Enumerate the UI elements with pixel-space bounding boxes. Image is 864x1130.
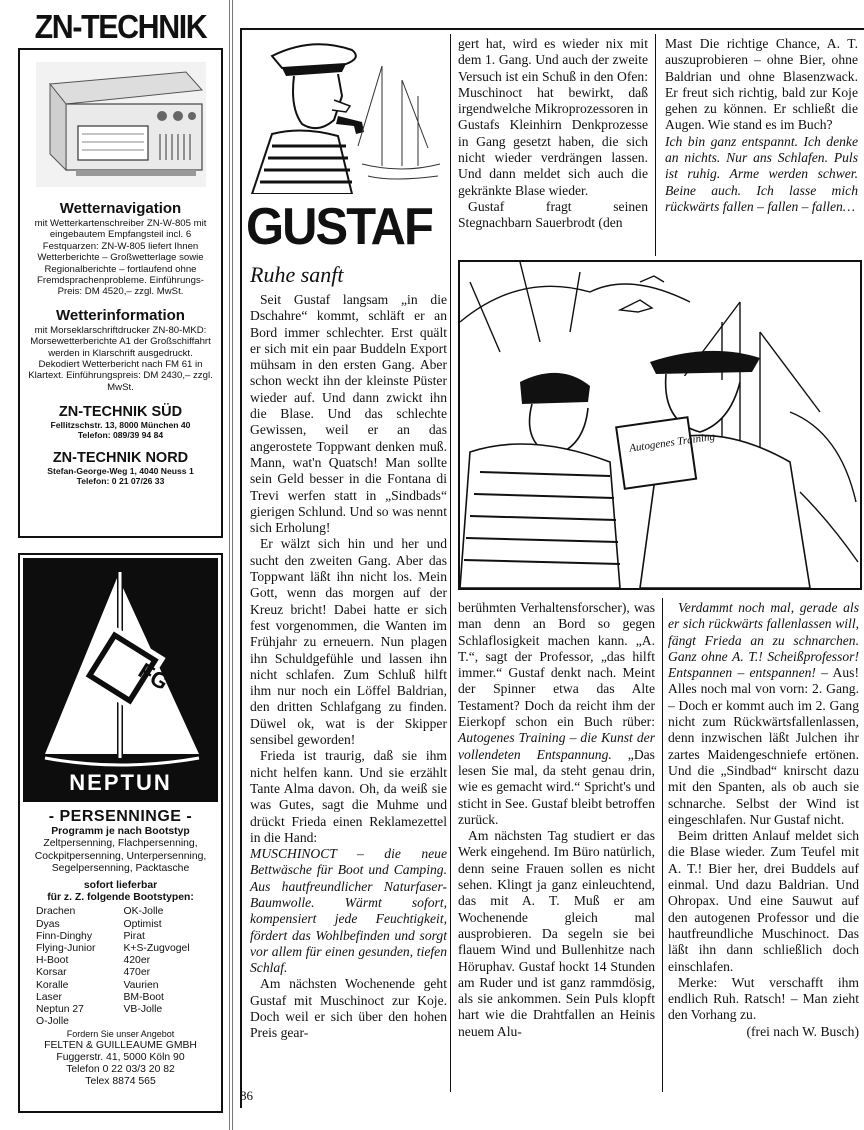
wetternavigation-heading: Wetternavigation bbox=[59, 200, 182, 217]
boat-type: Optimist bbox=[123, 918, 162, 930]
zn-nord-address: Stefan-George-Weg 1, 4040 Neuss 1 bbox=[47, 466, 194, 477]
boat-type: VB-Jolle bbox=[123, 1004, 163, 1016]
program-text: Zeltpersenning, Flachpersenning, Cockpitpersenning, Unterpersenning, Segelpersenning, Packtasche bbox=[34, 838, 207, 875]
company-street: Fuggerstr. 41, 5000 Köln 90 bbox=[56, 1052, 185, 1064]
zn-nord-phone: Telefon: 0 21 07/26 33 bbox=[76, 476, 165, 487]
paragraph: Mast Die richtige Chance, A. T. auszuprobieren – ohne Bier, ohne Baldrian und ohne Blasenzwack. Er freut sich richtig, bald zur Koje gehen zu können. Er schließt die Augen. Wie stand es im Buch? bbox=[665, 36, 858, 133]
neptun-brand: NEPTUN bbox=[69, 770, 172, 795]
paragraph bbox=[668, 600, 859, 828]
paragraph: Seit Gustaf langsam „in die Dschahre“ kommt, schläft er an Bord immer schlechter. Erst quält er sich mit ein paar Buddeln Export mühsam in den ersten Gang. Aber schon weckt ihn der kleinste Püster wieder auf. Und dann zwickt ihn die Blase. Und das schlechte Gewissen, weil er an das angerostete Toppwant denken muß. Mann, wat'n Quatsch! Man sollte sein Geld besser in die Fontana di Trevi werfen statt in „Sindbads“ gierigen Schlund. Und so was nennt sich Erholung! bbox=[250, 292, 447, 536]
company-telex: Telex 8874 565 bbox=[85, 1076, 156, 1088]
weather-chart-recorder-image bbox=[36, 62, 206, 187]
zn-technik-logo: ZN-TECHNIK bbox=[34, 8, 207, 45]
boat-type: O-Jolle bbox=[36, 1016, 69, 1028]
column-rule bbox=[450, 34, 451, 1092]
zn-ad-frame bbox=[18, 48, 223, 538]
paragraph: Beim dritten Anlauf meldet sich die Blase wieder. Zum Teufel mit A. T.! Bier her, drei Buddels auf einmal. Und dazu Baldrian. Und Ohropax. Und eine Sauwut auf den autogenen Professor und die hautfreundliche Muschinoct. Das läßt ihn dann schließlich doch einschlafen. bbox=[668, 828, 859, 974]
delivery-line-2: für z. Z. folgende Bootstypen: bbox=[47, 892, 194, 904]
boat-type: Neptun 27 bbox=[36, 1004, 84, 1016]
gutter-rule bbox=[229, 0, 233, 1130]
boat-type: 470er bbox=[123, 967, 151, 979]
sailboat-icon bbox=[23, 558, 218, 802]
neptun-persenninge-ad bbox=[18, 553, 223, 1113]
cartoon-drawing bbox=[460, 262, 860, 588]
boat-type: Dyas bbox=[36, 918, 60, 930]
book-title-sign: Autogenes Training bbox=[628, 430, 716, 455]
sail-letters: FG bbox=[134, 657, 174, 696]
wetternavigation-text: mit Wetterkartenschreiber ZN-W-805 mit eingebautem Empfangsteil incl. 6 Festquarzen: ZN-W-805 liefert Ihnen Wetterberichte – Großwetterlage sowie Regionalberichte – fortlaufend ohne Fremdsprachenprobleme. Einführungs-Preis: DM 4520,– zzgl. MwSt. bbox=[34, 218, 207, 298]
boat-type: H-Boot bbox=[36, 955, 69, 967]
column-rule bbox=[662, 598, 663, 1092]
paragraph: Am nächsten Wochenende geht Gustaf mit Muschinoct zur Koje. Doch weil er sich über den hohen Preis gear- bbox=[250, 976, 447, 1041]
article-column-3-bottom bbox=[668, 600, 859, 1040]
italic-passage: Verdammt noch mal, gerade als er sich rückwärts fallenlassen will, fängt Frieda an zu schnarchen. Ganz ohne A. T.! Scheißprofessor! Entspannen – entspannen! bbox=[668, 600, 859, 681]
boat-type: Koralle bbox=[36, 979, 69, 991]
article-title: GUSTAF bbox=[246, 198, 433, 256]
boat-type: Laser bbox=[36, 991, 62, 1003]
sailor-pipe-illustration bbox=[242, 36, 442, 194]
wetterinformation-text: mit Morseklarschriftdrucker ZN-80-MKD: Morsewetterberichte A1 der Großschiffahrt werden in Klarschrift ausgedruckt. Dekodiert Wetterbericht nach FM 61 in Klartext. Einführungspreis: DM 2430,– zzgl. MwSt. bbox=[28, 324, 213, 393]
article-column-2-bottom bbox=[458, 600, 655, 1040]
boat-type: Pirat bbox=[123, 930, 145, 942]
article-column-2-top bbox=[458, 36, 648, 232]
article-subtitle: Ruhe sanft bbox=[250, 262, 344, 287]
paragraph-text: berühmten Verhaltensforscher), was man denn an Bord so gegen Schlaflosigkeit machen kann. „A. T.“, sagt der Professor, „das hilft immer.“ Gustaf denkt nach. Meint der Spinner etwa das Alte Testament? Doch da reicht ihm der Eierkopf schon ein Buch rüber: bbox=[458, 600, 655, 730]
advertisement-quote: MUSCHINOCT – die neue Bettwäsche für Boot und Camping. Aus hautfreundlicher Naturfaser-Baumwolle. Wärmt sofort, kompensiert jede Feuchtigkeit, fördert das Wohlbefinden und sorgt vor allem für einen gesunden, tiefen Schlaf. bbox=[250, 846, 447, 976]
paragraph: Gustaf fragt seinen Stegnachbarn Sauerbrodt (den bbox=[458, 198, 648, 231]
zn-sued-address: Fellitzschstr. 13, 8000 München 40 bbox=[50, 420, 191, 431]
boat-type: Vaurien bbox=[123, 979, 159, 991]
paragraph: gert hat, wird es wieder nix mit dem 1. Gang. Und auch der zweite Versuch ist ein Schuß in den Ofen: Muschinoct hat bewirkt, daß irgendwelche Mikroprozessoren in Gustafs Kleinhirn Denkprozesse in Gang gesetzt haben, die sich nicht wieder verdrängen lassen. Und dann meldet sich auch die gekränkte Blase wieder. bbox=[458, 36, 648, 198]
boat-type: Finn-Dinghy bbox=[36, 930, 93, 942]
paragraph: Merke: Wut verschafft ihm endlich Ruh. Ratsch! – Man zieht den Vorhang zu. bbox=[668, 974, 859, 1023]
paragraph: Er wälzt sich hin und her und sucht den zweiten Gang. Aber das Toppwant läßt ihn nicht los. Mein Gott, wenn das morgen auf der Kreuz bricht! Dabei hatte er sich fest vorgenommen, die Wanten im Frühjahr zu erneuern. Nun plagen ihn Schuldgefühle und lassen ihn nicht schlafen. Zum Schluß hilft ihm nur noch ein Löffel Baldrian, den dritten Schlafgang zu finden. Düwel ok, wat is der Skipper sensibel geworden! bbox=[250, 536, 447, 748]
offer-note: Fordern Sie unser Angebot bbox=[66, 1029, 175, 1040]
neptun-sailboat-logo bbox=[23, 558, 218, 802]
boat-type: BM-Boot bbox=[123, 991, 164, 1003]
boat-type: OK-Jolle bbox=[123, 906, 164, 918]
article-column-1 bbox=[250, 292, 447, 1042]
boat-types-list bbox=[20, 904, 221, 1028]
zn-sued-phone: Telefon: 089/39 94 84 bbox=[77, 430, 164, 441]
italic-passage: Ich bin ganz entspannt. Ich denke an nichts. Nur ans Schlafen. Puls ist ruhig. Arme werden schwer. Beine auch. Ich lasse mich rückwärts fallen – fallen – fallen… bbox=[665, 133, 858, 214]
company-name: FELTEN & GUILLEAUME GMBH bbox=[44, 1040, 197, 1052]
paragraph-text: „Das lesen Sie mal, da steht genau drin, wie es gemacht wird.“ Spricht's und sticht in See. Gustaf bleibt betroffen zurück. bbox=[458, 746, 655, 827]
zn-technik-ad bbox=[18, 6, 223, 538]
paragraph: Am nächsten Tag studiert er das Werk eingehend. Im Büro natürlich, denn seine Frauen sollen es nicht sehen. Klingt ja ganz einleuchtend, das mit A. T. Muß er am Wochenende gleich mal ausprobieren. Da segeln sie bei flauem Wind und Bullenhitze nach Höruphav. Gustaf hockt 14 Stunden am Ruder und ist ganz rammdösig, als sie ankommen. Sein Puls klopft hart wie die Drahtfallen an Heinis neuem Alu- bbox=[458, 828, 655, 1039]
company-phone: Telefon 0 22 03/3 20 82 bbox=[66, 1064, 175, 1076]
page-number: 86 bbox=[240, 1088, 253, 1103]
zn-sued-heading: ZN-TECHNIK SÜD bbox=[58, 404, 183, 421]
boat-type: Flying-Junior bbox=[36, 943, 96, 955]
boat-type bbox=[124, 1016, 212, 1028]
boat-type: Korsar bbox=[36, 967, 67, 979]
paragraph bbox=[458, 600, 655, 828]
delivery-line-1: sofort lieferbar bbox=[83, 879, 158, 891]
boat-type: K+S-Zugvogel bbox=[123, 943, 190, 955]
column-rule bbox=[655, 34, 656, 256]
boat-type: Drachen bbox=[36, 906, 76, 918]
article-column-3-top bbox=[665, 36, 858, 215]
author-credit: (frei nach W. Busch) bbox=[746, 1023, 859, 1039]
book-title: Autogenes Training – die Kunst der vollendeten Entspannung. bbox=[458, 730, 655, 762]
program-heading: Programm je nach Bootstyp bbox=[51, 826, 190, 837]
paragraph: Frieda ist traurig, daß sie ihm nicht helfen kann. Und sie erzählt Tante Alma davon. Oh, da weiß sie was Gutes, sagt die Muhme und drückt Frieda einen Reklamezettel in die Hand: bbox=[250, 748, 447, 845]
zn-nord-heading: ZN-TECHNIK NORD bbox=[52, 450, 189, 467]
wetterinformation-heading: Wetterinformation bbox=[56, 306, 185, 324]
persenninge-title: - PERSENNINGE - bbox=[48, 808, 193, 825]
boat-type: 420er bbox=[123, 955, 151, 967]
paragraph-text: – Aus! Alles noch mal von vorn: 2. Gang. – Doch er kommt auch im 2. Gang nicht zum Rückwärtsfallenlassen, denn inzwischen läßt Julchen ihr zartes Maidengeschniefe ertönen. Und die „Sindbad“ knirscht dazu mit den Spanten, als ob auch sie schnarche. Selbst der Wind ist eingeschlafen. Nur Gustaf nicht. bbox=[668, 665, 859, 827]
gustaf-cartoon bbox=[458, 260, 862, 590]
